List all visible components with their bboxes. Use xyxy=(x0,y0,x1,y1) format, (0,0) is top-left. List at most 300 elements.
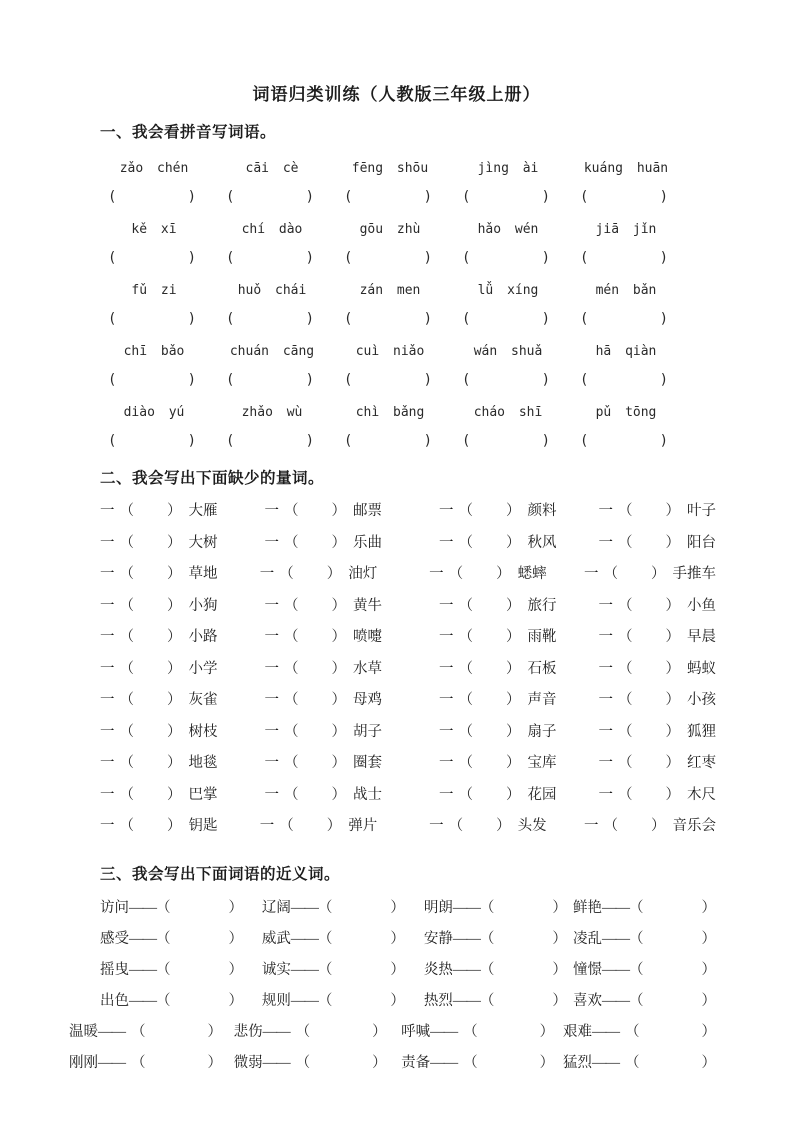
dash-connector: —— xyxy=(129,899,156,916)
paren-close: ） xyxy=(331,786,346,803)
noun-label: 早晨 xyxy=(686,629,716,645)
measure-word-item xyxy=(100,815,260,837)
pinyin-item xyxy=(226,220,344,268)
one-label: 一 xyxy=(100,660,115,677)
dash-connector: —— xyxy=(290,993,318,1010)
noun-label: 巴掌 xyxy=(188,786,218,803)
dash-connector: —— xyxy=(452,993,480,1010)
answer-blank xyxy=(462,431,550,451)
paren-open: （ xyxy=(156,899,171,916)
word-label: 喜欢 xyxy=(573,993,602,1010)
paren-close: ） xyxy=(167,755,182,771)
pinyin-text: hā qiàn xyxy=(595,344,657,359)
noun-label: 小狗 xyxy=(188,597,218,614)
noun-label: 圈套 xyxy=(353,755,382,771)
one-label: 一 xyxy=(264,597,279,614)
paren-open: （ xyxy=(617,723,633,740)
paren-open: ( xyxy=(462,433,471,449)
measure-word-item xyxy=(584,563,716,585)
noun-label: 手推车 xyxy=(672,566,716,582)
dash-connector: —— xyxy=(452,899,480,916)
pinyin-item xyxy=(462,159,580,207)
one-label: 一 xyxy=(100,818,115,834)
measure-word-item xyxy=(598,532,716,554)
word-label: 明朗 xyxy=(423,899,453,916)
pinyin-item xyxy=(580,159,698,207)
one-label: 一 xyxy=(264,534,279,551)
dash-connector: —— xyxy=(262,1024,290,1041)
one-label: 一 xyxy=(438,692,454,708)
paren-close: ） xyxy=(207,1055,222,1072)
paren-open: （ xyxy=(119,692,134,708)
one-label: 一 xyxy=(264,629,279,645)
measure-word-item xyxy=(100,532,265,554)
dash-connector: —— xyxy=(430,1055,458,1072)
paren-open: （ xyxy=(295,1055,311,1072)
answer-blank xyxy=(344,187,432,207)
paren-open: （ xyxy=(284,786,299,803)
answer-blank xyxy=(226,370,314,390)
noun-label: 头发 xyxy=(517,818,547,834)
noun-label: 木尺 xyxy=(686,786,716,803)
paren-close: ） xyxy=(505,629,521,645)
paren-open: ( xyxy=(462,372,471,388)
pinyin-text: chuán cāng xyxy=(229,344,315,359)
synonym-item xyxy=(563,1021,716,1052)
paren-open: （ xyxy=(119,818,134,834)
section-pinyin-heading: 一、我会看拼音写词语。 xyxy=(100,124,277,141)
paren-close: ） xyxy=(701,993,716,1010)
one-label: 一 xyxy=(429,566,444,582)
one-label: 一 xyxy=(264,503,279,519)
answer-blank xyxy=(462,309,550,329)
dash-connector: —— xyxy=(602,993,629,1010)
dash-connector: —— xyxy=(129,930,156,947)
synonym-row xyxy=(100,897,716,928)
paren-close: ） xyxy=(665,755,680,771)
dash-connector: —— xyxy=(430,1024,458,1041)
pinyin-item xyxy=(108,220,226,268)
pinyin-item xyxy=(226,342,344,390)
pinyin-item xyxy=(108,342,226,390)
paren-open: （ xyxy=(603,818,618,834)
dash-connector: —— xyxy=(602,961,629,978)
measure-word-item xyxy=(100,689,265,711)
synonym-row xyxy=(69,1052,716,1083)
measure-word-row xyxy=(100,626,716,658)
pinyin-item xyxy=(580,220,698,268)
noun-label: 小学 xyxy=(188,660,218,677)
paren-open: ( xyxy=(108,189,117,205)
pinyin-item xyxy=(226,281,344,329)
paren-open: （ xyxy=(284,597,299,614)
word-label: 微弱 xyxy=(233,1055,263,1072)
answer-blank xyxy=(344,248,432,268)
paren-close: ） xyxy=(390,961,405,978)
measure-word-item xyxy=(100,658,265,680)
measure-word-item xyxy=(265,626,439,648)
measure-word-item xyxy=(439,721,599,743)
section-synonyms-heading: 三、我会写出下面词语的近义词。 xyxy=(100,865,341,883)
paren-open: （ xyxy=(119,597,134,614)
paren-open: （ xyxy=(617,629,633,645)
synonym-item xyxy=(100,990,262,1021)
one-label: 一 xyxy=(259,818,275,834)
paren-open: （ xyxy=(119,723,134,740)
synonym-item xyxy=(573,928,716,959)
paren-open: ( xyxy=(226,433,235,449)
noun-label: 扇子 xyxy=(527,723,557,740)
synonym-row xyxy=(100,928,716,959)
paren-close: ) xyxy=(305,311,314,327)
paren-open: （ xyxy=(284,755,299,771)
paren-open: （ xyxy=(629,930,644,947)
pinyin-text: hǎo wén xyxy=(477,222,539,237)
pinyin-exercise xyxy=(108,159,716,451)
answer-blank xyxy=(108,248,196,268)
word-label: 诚实 xyxy=(261,961,291,978)
pinyin-item xyxy=(462,403,580,451)
word-label: 访问 xyxy=(100,899,129,916)
paren-open: （ xyxy=(458,534,473,551)
paren-open: （ xyxy=(458,660,473,677)
paren-close: ） xyxy=(390,930,405,947)
measure-word-item xyxy=(265,689,439,711)
paren-close: ） xyxy=(665,660,680,677)
paren-close: ) xyxy=(541,433,550,449)
word-label: 温暖 xyxy=(69,1024,98,1041)
word-label: 辽阔 xyxy=(261,899,291,916)
paren-close: ） xyxy=(539,1055,555,1072)
answer-blank xyxy=(462,187,550,207)
paren-close: ） xyxy=(167,629,182,645)
page-title: 词语归类训练（人教版三年级上册） xyxy=(252,85,541,104)
pinyin-item xyxy=(344,403,462,451)
measure-word-row xyxy=(100,784,716,816)
paren-close: ） xyxy=(372,1024,387,1041)
measure-word-item xyxy=(598,658,716,680)
measure-word-item xyxy=(100,595,265,617)
measure-word-item xyxy=(598,721,716,743)
measure-word-item xyxy=(265,752,439,774)
measure-word-item xyxy=(439,784,599,806)
paren-open: ( xyxy=(226,250,235,266)
answer-blank xyxy=(344,431,432,451)
paren-close: ） xyxy=(701,899,716,916)
synonym-item xyxy=(262,990,424,1021)
paren-open: （ xyxy=(119,660,134,677)
paren-open: （ xyxy=(458,503,473,519)
measure-word-item xyxy=(439,595,599,617)
paren-open: （ xyxy=(617,692,633,708)
noun-label: 地毯 xyxy=(188,755,218,771)
paren-close: ） xyxy=(167,818,182,834)
measure-word-item xyxy=(265,721,439,743)
answer-blank xyxy=(108,431,196,451)
noun-label: 战士 xyxy=(353,786,382,803)
measure-word-item xyxy=(265,658,439,680)
measure-word-exercise xyxy=(100,500,716,847)
paren-close: ） xyxy=(228,961,243,978)
paren-open: ( xyxy=(108,250,117,266)
paren-open: （ xyxy=(617,534,633,551)
paren-close: ） xyxy=(665,723,680,740)
paren-close: ） xyxy=(207,1024,222,1041)
word-label: 责备 xyxy=(401,1055,431,1072)
paren-close: ） xyxy=(496,566,511,582)
noun-label: 蟋蟀 xyxy=(517,566,547,582)
one-label: 一 xyxy=(264,723,279,740)
pinyin-item xyxy=(108,403,226,451)
measure-word-item xyxy=(439,626,599,648)
noun-label: 黄牛 xyxy=(353,597,382,614)
paren-close: ) xyxy=(423,189,432,205)
paren-open: （ xyxy=(156,961,171,978)
noun-label: 树枝 xyxy=(188,723,218,740)
paren-close: ） xyxy=(331,660,346,677)
paren-close: ) xyxy=(187,311,196,327)
paren-close: ） xyxy=(496,818,511,834)
paren-close: ） xyxy=(167,660,182,677)
paren-close: ） xyxy=(651,818,666,834)
one-label: 一 xyxy=(438,629,454,645)
synonym-item xyxy=(563,1052,716,1083)
word-label: 热烈 xyxy=(423,993,453,1010)
synonym-row xyxy=(100,959,716,990)
one-label: 一 xyxy=(100,503,115,519)
noun-label: 旅行 xyxy=(527,597,557,614)
paren-open: ( xyxy=(344,372,353,388)
paren-close: ) xyxy=(305,372,314,388)
noun-label: 阳台 xyxy=(686,534,716,551)
synonym-item xyxy=(262,897,424,928)
paren-open: （ xyxy=(617,597,633,614)
word-label: 猛烈 xyxy=(563,1055,592,1072)
pinyin-item xyxy=(344,281,462,329)
pinyin-row xyxy=(108,159,716,207)
measure-word-item xyxy=(260,815,429,837)
dash-connector: —— xyxy=(98,1024,125,1041)
paren-open: （ xyxy=(284,503,299,519)
dash-connector: —— xyxy=(452,930,480,947)
answer-blank xyxy=(344,309,432,329)
paren-close: ） xyxy=(331,723,346,740)
paren-open: （ xyxy=(317,961,333,978)
paren-close: ） xyxy=(326,566,342,582)
measure-word-item xyxy=(100,500,265,522)
one-label: 一 xyxy=(438,755,454,771)
pinyin-item xyxy=(226,159,344,207)
one-label: 一 xyxy=(438,660,454,677)
paren-close: ) xyxy=(187,433,196,449)
paren-open: （ xyxy=(617,755,633,771)
paren-open: ( xyxy=(108,311,117,327)
one-label: 一 xyxy=(100,786,115,803)
paren-open: （ xyxy=(284,723,299,740)
paren-open: （ xyxy=(458,755,473,771)
word-label: 威武 xyxy=(261,930,291,947)
paren-open: （ xyxy=(617,786,633,803)
noun-label: 颜料 xyxy=(527,503,557,519)
synonym-item xyxy=(69,1052,234,1083)
paren-close: ） xyxy=(701,930,716,947)
synonym-item xyxy=(100,897,262,928)
pinyin-text: zǎo chén xyxy=(119,161,189,176)
paren-close: ) xyxy=(659,433,668,449)
one-label: 一 xyxy=(438,534,454,551)
pinyin-text: diào yú xyxy=(123,405,185,420)
synonym-row xyxy=(100,990,716,1021)
pinyin-item xyxy=(108,281,226,329)
synonym-item xyxy=(100,928,262,959)
paren-close: ） xyxy=(331,597,346,614)
dash-connector: —— xyxy=(452,961,480,978)
one-label: 一 xyxy=(584,818,599,834)
synonym-item xyxy=(573,959,716,990)
noun-label: 叶子 xyxy=(686,503,716,519)
noun-label: 大雁 xyxy=(188,503,218,519)
paren-close: ） xyxy=(167,597,182,614)
dash-connector: —— xyxy=(592,1024,619,1041)
paren-close: ) xyxy=(305,189,314,205)
paren-close: ） xyxy=(651,566,666,582)
measure-word-item xyxy=(265,595,439,617)
worksheet-content xyxy=(69,120,716,1084)
paren-open: （ xyxy=(458,692,473,708)
answer-blank xyxy=(226,187,314,207)
paren-close: ) xyxy=(187,189,196,205)
word-label: 规则 xyxy=(261,993,291,1010)
answer-blank xyxy=(344,370,432,390)
paren-close: ） xyxy=(505,660,521,677)
paren-close: ） xyxy=(505,723,521,740)
pinyin-text: mén bǎn xyxy=(595,283,657,298)
pinyin-item xyxy=(226,403,344,451)
synonym-row xyxy=(69,1021,716,1052)
paren-open: （ xyxy=(119,629,134,645)
measure-word-item xyxy=(265,500,439,522)
answer-blank xyxy=(226,248,314,268)
noun-label: 灰雀 xyxy=(188,692,218,708)
paren-open: （ xyxy=(479,899,495,916)
measure-word-item xyxy=(598,784,716,806)
pinyin-item xyxy=(108,159,226,207)
answer-blank xyxy=(462,248,550,268)
paren-open: （ xyxy=(119,786,134,803)
paren-open: ( xyxy=(108,372,117,388)
paren-open: ( xyxy=(108,433,117,449)
answer-blank xyxy=(462,370,550,390)
paren-open: ( xyxy=(226,372,235,388)
noun-label: 水草 xyxy=(353,660,382,677)
measure-word-item xyxy=(100,784,265,806)
pinyin-row xyxy=(108,342,716,390)
pinyin-text: pǔ tōng xyxy=(595,405,657,420)
measure-word-item xyxy=(439,752,599,774)
dash-connector: —— xyxy=(290,961,318,978)
synonym-item xyxy=(424,897,573,928)
one-label: 一 xyxy=(429,818,444,834)
paren-open: ( xyxy=(580,433,589,449)
word-label: 呼喊 xyxy=(401,1024,431,1041)
paren-open: （ xyxy=(284,660,299,677)
noun-label: 胡子 xyxy=(353,723,382,740)
noun-label: 乐曲 xyxy=(353,534,382,551)
pinyin-item xyxy=(462,220,580,268)
dash-connector: —— xyxy=(129,961,156,978)
answer-blank xyxy=(108,187,196,207)
measure-word-row xyxy=(100,815,716,847)
dash-connector: —— xyxy=(592,1055,619,1072)
pinyin-text: zán men xyxy=(359,283,421,298)
paren-open: （ xyxy=(458,786,473,803)
paren-close: ） xyxy=(701,1024,716,1041)
measure-word-item xyxy=(439,532,599,554)
paren-close: ） xyxy=(167,786,182,803)
pinyin-text: cuì niǎo xyxy=(355,344,425,359)
paren-open: （ xyxy=(463,1055,478,1072)
pinyin-item xyxy=(344,342,462,390)
measure-word-item xyxy=(598,595,716,617)
answer-blank xyxy=(580,370,668,390)
measure-word-item xyxy=(265,532,439,554)
synonym-item xyxy=(69,1021,234,1052)
one-label: 一 xyxy=(259,566,275,582)
one-label: 一 xyxy=(264,692,279,708)
paren-close: ) xyxy=(541,311,550,327)
noun-label: 小鱼 xyxy=(686,597,716,614)
one-label: 一 xyxy=(264,786,279,803)
measure-word-item xyxy=(100,563,260,585)
paren-close: ） xyxy=(167,534,182,551)
measure-word-item xyxy=(598,626,716,648)
pinyin-row xyxy=(108,281,716,329)
paren-open: （ xyxy=(119,534,134,551)
pinyin-row xyxy=(108,220,716,268)
answer-blank xyxy=(580,309,668,329)
paren-open: （ xyxy=(617,660,633,677)
noun-label: 花园 xyxy=(527,786,557,803)
paren-open: （ xyxy=(317,993,333,1010)
pinyin-text: fēng shōu xyxy=(351,161,429,176)
paren-close: ） xyxy=(552,930,567,947)
noun-label: 雨靴 xyxy=(527,629,557,645)
pinyin-item xyxy=(462,342,580,390)
word-label: 出色 xyxy=(100,993,129,1010)
pinyin-text: chī bǎo xyxy=(123,344,185,359)
answer-blank xyxy=(108,309,196,329)
paren-close: ） xyxy=(701,1055,716,1072)
paren-open: ( xyxy=(580,311,589,327)
noun-label: 钥匙 xyxy=(188,818,218,834)
answer-blank xyxy=(580,431,668,451)
synonym-item xyxy=(100,959,262,990)
synonym-item xyxy=(401,1021,563,1052)
paren-close: ） xyxy=(665,786,680,803)
paren-close: ） xyxy=(372,1055,387,1072)
section-measure-words-heading: 二、我会写出下面缺少的量词。 xyxy=(100,470,325,487)
paren-close: ） xyxy=(505,597,521,614)
pinyin-text: chì bǎng xyxy=(355,405,425,420)
synonym-item xyxy=(262,928,424,959)
one-label: 一 xyxy=(264,755,279,771)
measure-word-item xyxy=(100,721,265,743)
paren-close: ） xyxy=(331,692,346,708)
dash-connector: —— xyxy=(98,1055,125,1072)
pinyin-row xyxy=(108,403,716,451)
one-label: 一 xyxy=(264,660,279,677)
paren-open: （ xyxy=(458,629,473,645)
